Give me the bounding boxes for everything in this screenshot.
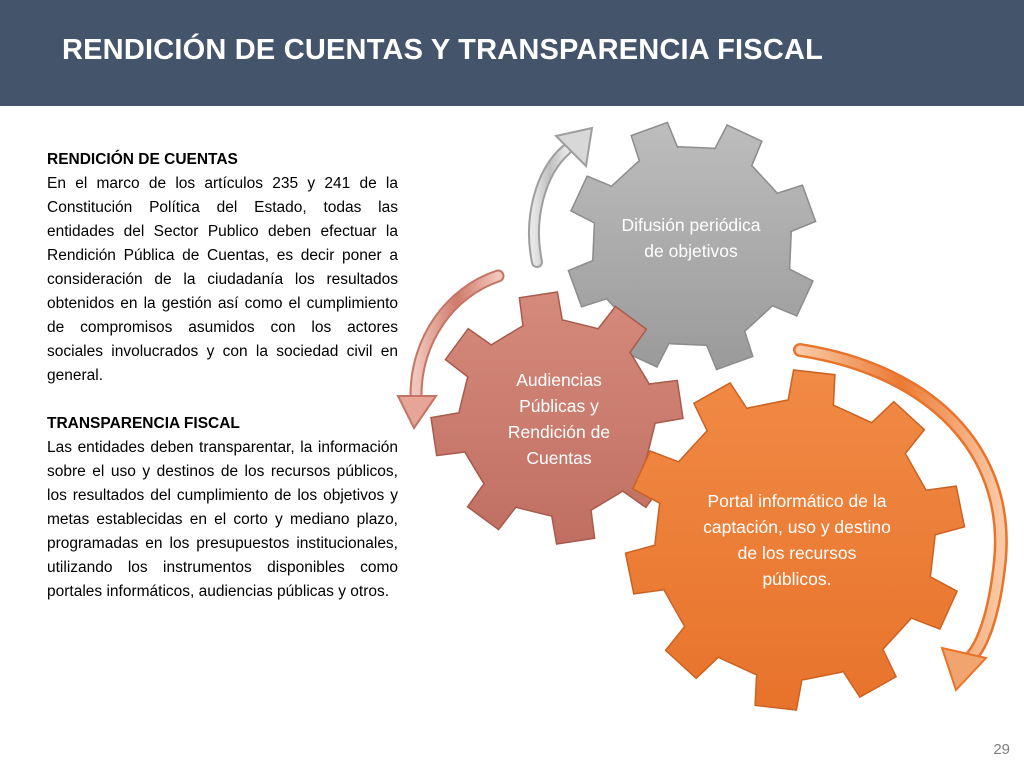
page-number: 29 bbox=[993, 741, 1010, 758]
section2-heading: TRANSPARENCIA FISCAL bbox=[47, 415, 240, 432]
gear-label-portal: Portal informático de la captación, uso y destino de los recursos públicos. bbox=[703, 491, 891, 589]
section1-body: En el marco de los artículos 235 y 241 de la Constitución Política del Estado, todas las entidades del Sector Publico deben efectuar la Rendición Pública de Cuentas, es decir poner a consideración de la ciudadanía los resultados obtenidos en la gestión así como el cumplimiento de compromisos asumidos con los actores sociales involucrados y con la sociedad civil en general. bbox=[47, 175, 398, 384]
section2-body: Las entidades deben transparentar, la información sobre el uso y destinos de los recursos públicos, los resultados del cumplimiento de los objetivos y metas establecidas en el corto y mediano plazo, programadas en los presupuestos institucionales, utilizando los instrumentos disponibles como portales informáticos, audiencias públicas y otros. bbox=[47, 439, 398, 600]
gear-label-audiencias: Audiencias Públicas y Rendición de Cuentas bbox=[507, 370, 611, 468]
gear-label-difusion: Difusión periódica de objetivos bbox=[621, 215, 761, 261]
section1-heading: RENDICIÓN DE CUENTAS bbox=[47, 151, 238, 168]
slide-title: RENDICIÓN DE CUENTAS Y TRANSPARENCIA FISCAL bbox=[62, 34, 824, 66]
